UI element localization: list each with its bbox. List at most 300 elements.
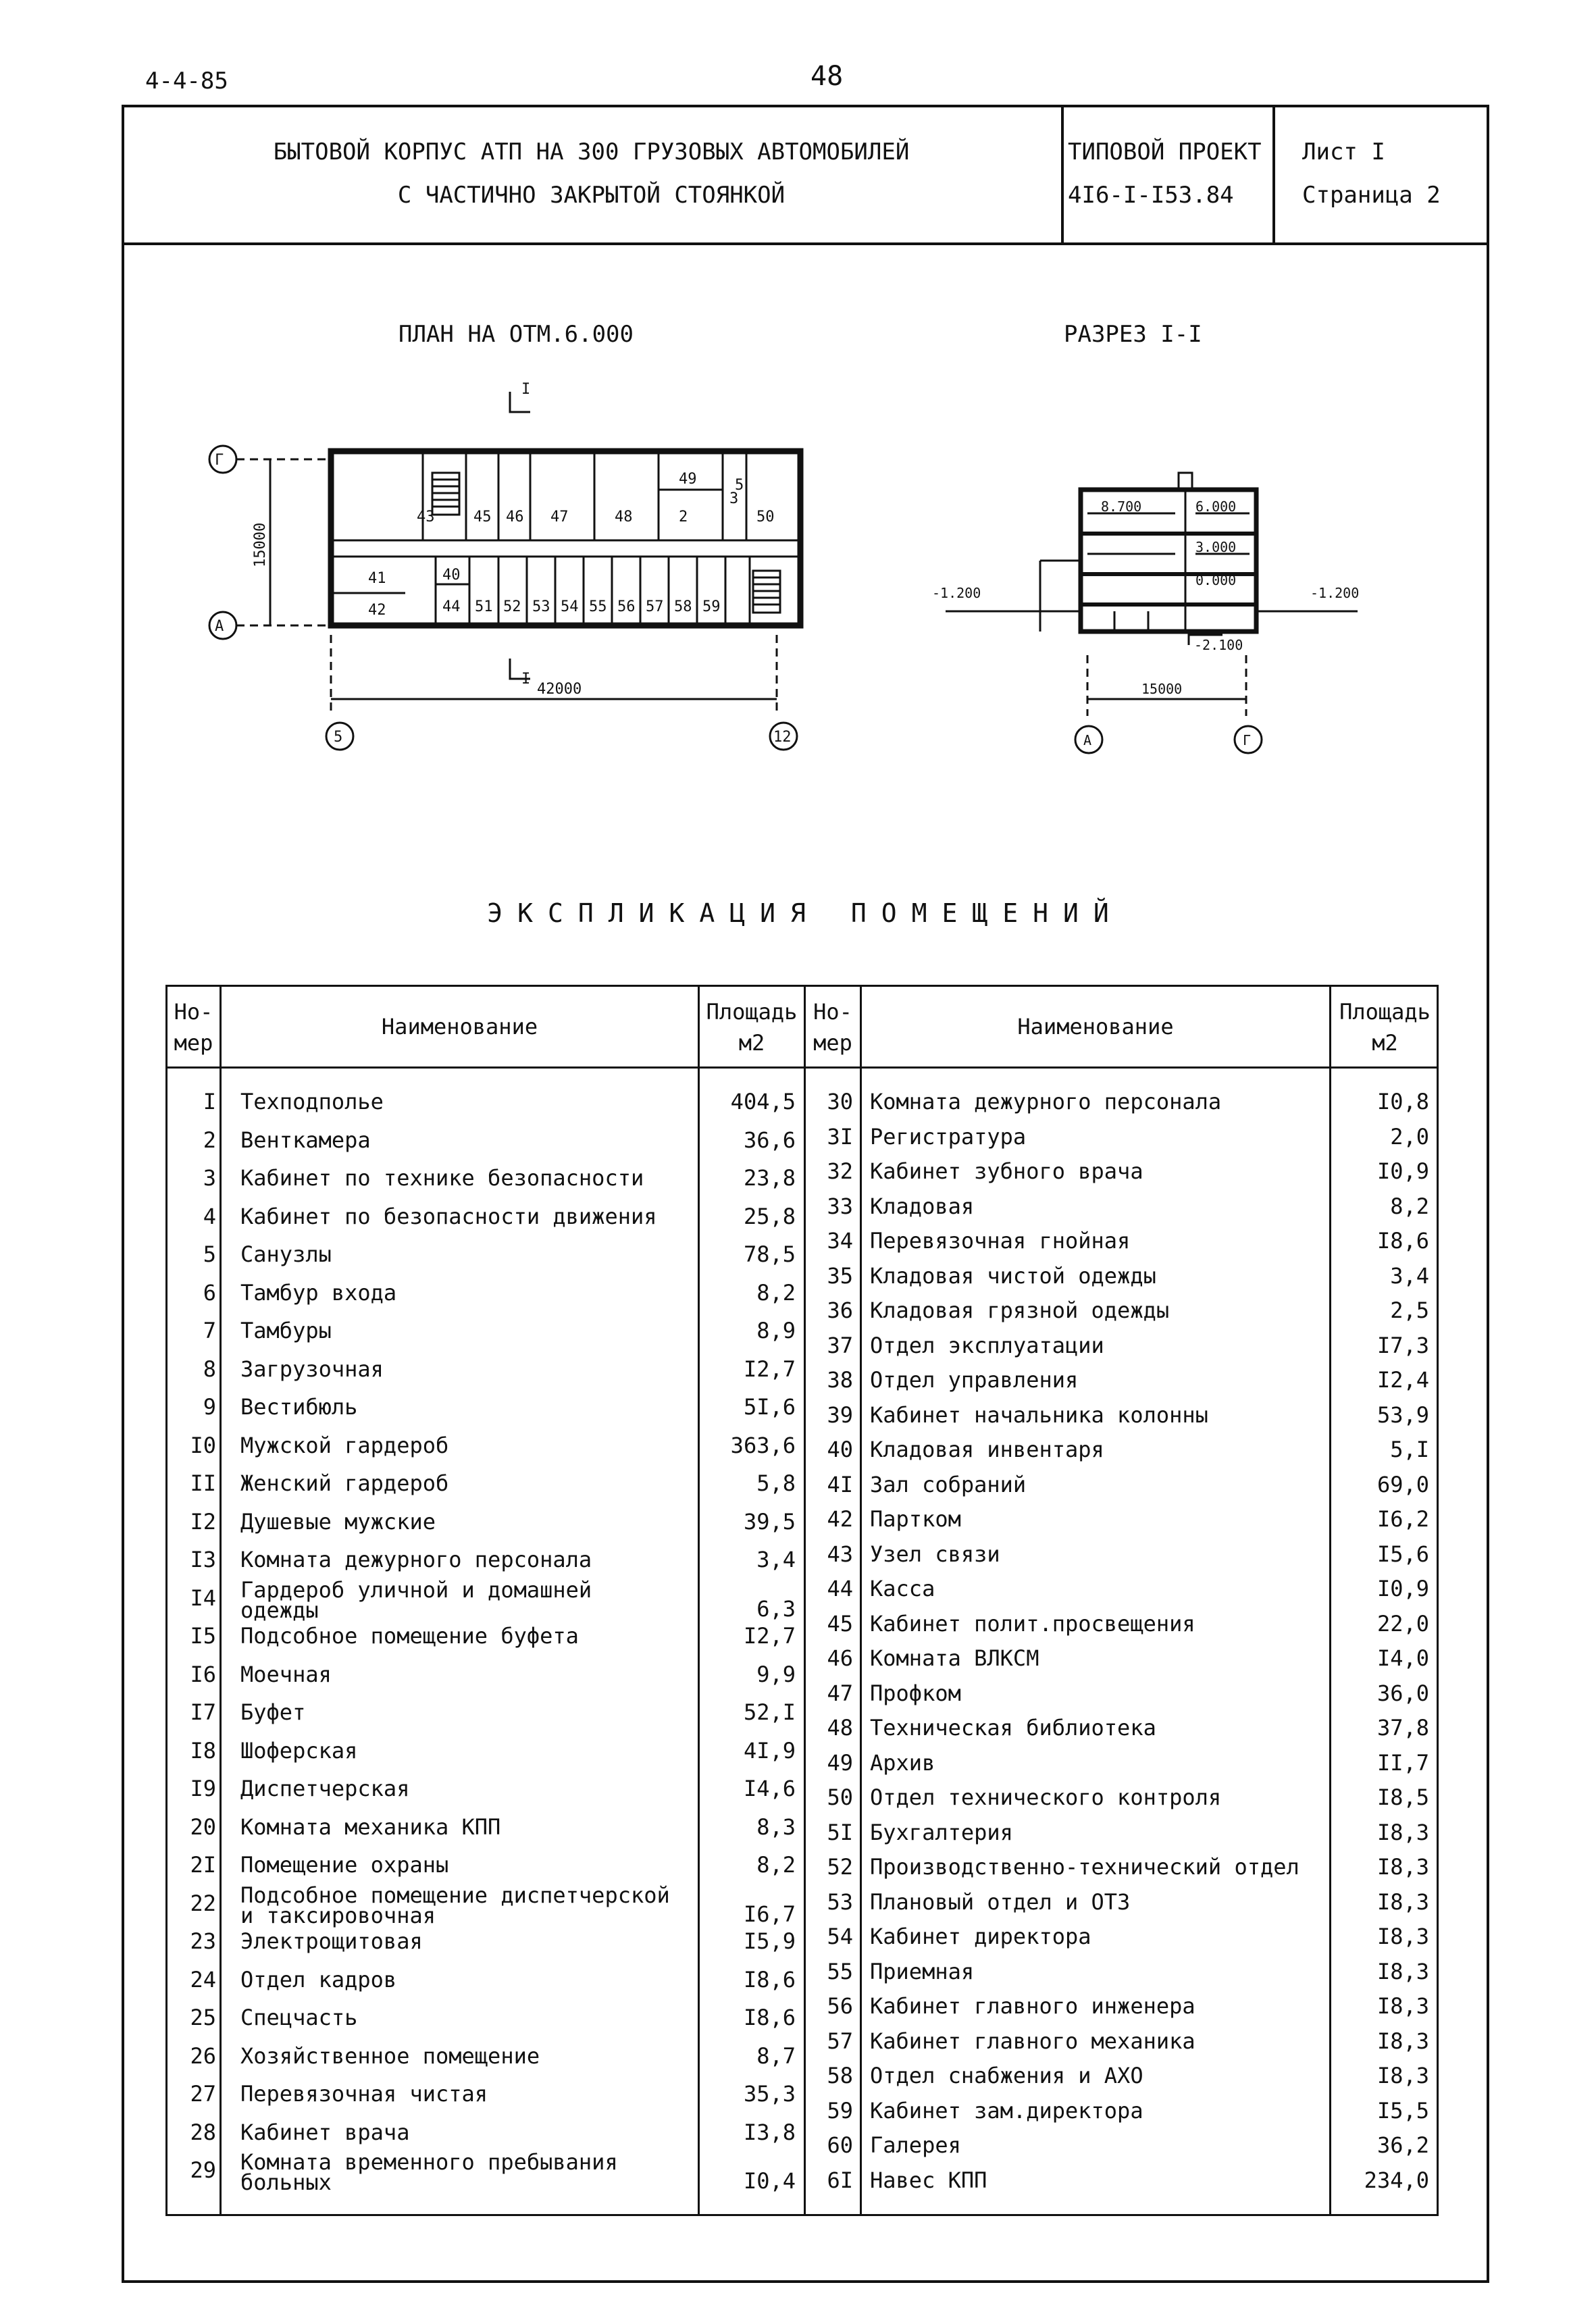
explication-table	[165, 985, 1439, 2216]
room-name-line: Кабинет зам.директора	[870, 2097, 1143, 2124]
room-name-line: Отдел снабжения и АХО	[870, 2063, 1143, 2088]
room-name-line: Электрощитовая	[240, 1928, 423, 1954]
table-row	[806, 1399, 1441, 1434]
room-name	[870, 1402, 1208, 1428]
room-number: 7	[203, 1318, 216, 1343]
room-name-line: Плановый отдел и ОТЗ	[870, 1888, 1131, 1915]
room-name	[240, 2007, 357, 2028]
room-number: 57	[827, 2028, 853, 2054]
room-name	[240, 1165, 644, 1191]
plan-room-label: 46	[506, 509, 524, 525]
room-name	[870, 1506, 961, 1532]
header-area-right	[1331, 996, 1439, 1058]
room-name	[870, 1471, 1027, 1497]
room-name	[240, 1623, 579, 1649]
room-name	[240, 1432, 449, 1458]
room-name-line: Галерея	[870, 2132, 961, 2158]
table-row	[168, 1391, 806, 1426]
room-number: 3	[203, 1165, 216, 1191]
room-number: 45	[827, 1610, 853, 1637]
room-number: 50	[827, 1784, 853, 1810]
header-area-line1: Площадь	[1339, 999, 1431, 1025]
table-row	[806, 1469, 1441, 1503]
header-name: Наименование	[381, 1014, 538, 1039]
room-number: 47	[827, 1680, 853, 1706]
room-number: 36	[827, 1297, 853, 1323]
table-row	[806, 1608, 1441, 1643]
room-name-line: Кладовая чистой одежды	[870, 1262, 1156, 1289]
room-name	[870, 1610, 1195, 1637]
room-number: 6	[203, 1279, 216, 1306]
table-row	[806, 1817, 1441, 1851]
room-number: 29	[190, 2157, 216, 2183]
room-area: I0,9	[1376, 1158, 1429, 1184]
room-name	[240, 1091, 384, 1112]
header-name-right: Наименование	[1017, 1014, 1174, 1039]
room-number: 60	[827, 2132, 853, 2158]
room-name-line: Профком	[870, 1680, 961, 1706]
room-name-line: Отдел технического контроля	[870, 1784, 1222, 1810]
room-number: 8	[203, 1356, 216, 1382]
plan-room-label: 2	[679, 509, 688, 525]
room-area: I8,3	[1376, 2063, 1429, 2088]
room-name-line: Приемная	[870, 1958, 975, 1984]
room-area: I8,6	[743, 2005, 796, 2030]
room-name-line: Кабинет главного инженера	[870, 1993, 1195, 2019]
floor-plan-drawing	[0, 365, 844, 770]
room-name-line: Отдел эксплуатации	[870, 1332, 1104, 1358]
room-name	[870, 1854, 1299, 1880]
room-area: 8,9	[756, 1318, 796, 1343]
header-num-line1: Но-	[813, 999, 852, 1025]
room-area: I8,3	[1376, 1958, 1429, 1984]
section-dim-width: 15000	[1141, 681, 1183, 697]
table-row	[806, 2165, 1441, 2199]
section-level-6: 6.000	[1195, 498, 1237, 515]
section-level-3: 3.000	[1195, 539, 1237, 555]
room-area: I0,4	[743, 2168, 796, 2194]
room-name-line: Навес КПП	[870, 2167, 987, 2193]
room-name	[240, 1928, 423, 1954]
room-area: 52,I	[743, 1699, 796, 1725]
room-name-line: Отдел кадров	[240, 1966, 397, 1992]
project-number: 4I6-I-I53.84	[1068, 182, 1234, 209]
table-row	[806, 1956, 1441, 1990]
room-number: 37	[827, 1332, 853, 1358]
section-level-left: -1.200	[932, 585, 981, 601]
room-name	[240, 1737, 358, 1764]
room-name-line: Буфет	[240, 1699, 306, 1725]
room-area: 9,9	[756, 1661, 796, 1687]
plan-room-label: 43	[417, 509, 435, 525]
plan-room-label: 5	[735, 477, 744, 494]
room-name-line: Касса	[870, 1576, 935, 1601]
room-number: 20	[190, 1814, 216, 1840]
room-area: I5,6	[1376, 1541, 1429, 1567]
room-name-line: Кладовая грязной одежды	[870, 1297, 1170, 1323]
room-name-line: Загрузочная	[240, 1356, 384, 1382]
room-name	[240, 2119, 410, 2145]
table-row	[168, 1086, 806, 1121]
room-area: 36,2	[1376, 2132, 1429, 2158]
plan-room-label: 49	[679, 471, 697, 488]
table-row	[806, 2130, 1441, 2164]
room-area: 53,9	[1376, 1402, 1429, 1428]
room-name-line: Подсобное помещение диспетчерской	[240, 1882, 670, 1908]
header-num-right	[806, 996, 860, 1058]
plan-room-label: 50	[756, 509, 775, 525]
room-number: 25	[190, 2005, 216, 2030]
table-row	[168, 2040, 806, 2075]
room-area: 37,8	[1376, 1715, 1429, 1741]
table-row	[168, 1697, 806, 1731]
room-area: I0,8	[1376, 1089, 1429, 1114]
plan-room-label: 57	[646, 598, 664, 615]
table-row	[806, 1678, 1441, 1712]
room-name	[240, 2042, 540, 2069]
plan-dim-width: 15000	[252, 522, 269, 567]
room-name-line: Кладовая инвентаря	[870, 1437, 1104, 1462]
table-row	[168, 1735, 806, 1770]
room-name	[870, 1680, 961, 1706]
sheet-page: Страница 2	[1302, 182, 1441, 209]
table-row	[168, 1162, 806, 1197]
room-number: 42	[827, 1506, 853, 1532]
room-name-line: Архив	[870, 1749, 935, 1776]
table-row	[806, 1990, 1441, 2025]
room-name-line: Производственно-технический отдел	[870, 1854, 1299, 1880]
table-row	[806, 2095, 1441, 2130]
room-name-line: Вестибюль	[240, 1394, 358, 1420]
room-name	[240, 1814, 501, 1840]
room-area: 4I,9	[743, 1737, 796, 1764]
room-area: I2,4	[1376, 1367, 1429, 1393]
room-name-line: Комната ВЛКСМ	[870, 1645, 1039, 1671]
table-row	[168, 1964, 806, 1999]
table-row	[806, 1886, 1441, 1921]
room-number: I5	[190, 1623, 216, 1649]
room-number: 4I	[827, 1471, 853, 1497]
section-axis-a: А	[1083, 732, 1092, 748]
room-name	[870, 1888, 1131, 1915]
room-name-line: одежды	[240, 1597, 319, 1623]
plan-cut-mark-bottom: I	[521, 671, 531, 688]
room-name	[240, 1356, 384, 1382]
room-name-line: Комната дежурного персонала	[240, 1547, 592, 1572]
title-line-2: С ЧАСТИЧНО ЗАКРЫТОЙ СТОЯНКОЙ	[397, 182, 786, 209]
room-number: I6	[190, 1661, 216, 1687]
room-name	[870, 2132, 961, 2158]
room-area: 8,2	[756, 1852, 796, 1878]
room-number: 38	[827, 1367, 853, 1393]
plan-dim-length: 42000	[537, 681, 582, 698]
room-number: 46	[827, 1645, 853, 1671]
room-area: I0,9	[1376, 1576, 1429, 1601]
room-area: I8,6	[1376, 1228, 1429, 1254]
room-number: 53	[827, 1888, 853, 1915]
room-name-line: Комната механика КПП	[240, 1814, 501, 1840]
room-name-line: Комната временного пребывания	[240, 2149, 618, 2175]
table-row	[806, 1225, 1441, 1260]
room-name	[240, 1320, 332, 1341]
room-name-line: Комната дежурного персонала	[870, 1089, 1222, 1114]
table-row	[806, 1086, 1441, 1121]
table-row	[806, 1503, 1441, 1538]
table-row	[168, 2078, 806, 2113]
room-number: 6I	[827, 2167, 853, 2193]
plan-room-label: 56	[617, 598, 636, 615]
room-name-line: Регистратура	[870, 1123, 1027, 1150]
section-drawing	[878, 446, 1405, 763]
room-name	[870, 1297, 1170, 1323]
room-name	[870, 1749, 935, 1776]
room-number: 3I	[827, 1123, 853, 1150]
room-name-line: Хозяйственное помещение	[240, 2042, 540, 2069]
plan-room-label: 55	[589, 598, 607, 615]
room-area: I3,8	[743, 2119, 796, 2145]
table-row	[168, 1576, 806, 1623]
room-area: I2,7	[743, 1356, 796, 1382]
header-area-line2: м2	[738, 1030, 765, 1056]
room-number: I3	[190, 1547, 216, 1572]
room-number: 22	[190, 1890, 216, 1916]
plan-room-label: 58	[674, 598, 692, 615]
table-row	[806, 1573, 1441, 1608]
room-number: 4	[203, 1203, 216, 1229]
table-row	[168, 1926, 806, 1960]
header-num-line1: Но-	[174, 999, 213, 1025]
room-area: I8,3	[1376, 1924, 1429, 1949]
room-name	[870, 1123, 1027, 1150]
room-area: 2,5	[1390, 1297, 1429, 1323]
plan-axis-12: 12	[773, 729, 792, 746]
room-number: 9	[203, 1394, 216, 1420]
room-number: 34	[827, 1228, 853, 1254]
room-area: 3,4	[1390, 1262, 1429, 1289]
room-number: 58	[827, 2063, 853, 2088]
title-line-1: БЫТОВОЙ КОРПУС АТП НА 300 ГРУЗОВЫХ АВТОМОБИЛЕЙ	[273, 138, 910, 165]
room-area: I8,5	[1376, 1784, 1429, 1810]
header-area	[700, 996, 804, 1058]
room-name-line: Узел связи	[870, 1541, 1000, 1567]
table-row	[168, 1544, 806, 1578]
room-number: 24	[190, 1966, 216, 1992]
table-row	[806, 1434, 1441, 1468]
room-name-line: Техподполье	[240, 1089, 384, 1114]
room-name-line: Спецчасть	[240, 2005, 358, 2030]
room-name	[870, 1193, 975, 1219]
room-number: 35	[827, 1262, 853, 1289]
room-area: 25,8	[743, 1203, 796, 1229]
room-area: I8,3	[1376, 2028, 1429, 2054]
table-row	[168, 1125, 806, 1159]
room-name	[240, 1661, 332, 1687]
room-number: 30	[827, 1089, 853, 1114]
room-name	[870, 2028, 1195, 2054]
table-row	[806, 1851, 1441, 1886]
room-name-line: Перевязочная чистая	[240, 2081, 488, 2107]
room-name	[240, 2081, 488, 2107]
room-name	[870, 1262, 1156, 1289]
room-area: 8,2	[756, 1279, 796, 1306]
table-row	[168, 1882, 806, 1928]
room-name-line: Гардероб уличной и домашней	[240, 1576, 592, 1603]
plan-room-label: 52	[503, 598, 521, 615]
room-number: 43	[827, 1541, 853, 1567]
room-area: I8,3	[1376, 1993, 1429, 2019]
section-axis-g: Г	[1243, 732, 1252, 748]
room-name-line: Тамбуры	[240, 1318, 332, 1343]
sheet-number: Лист I	[1302, 138, 1385, 165]
plan-title: ПЛАН НА ОТМ.6.000	[398, 321, 634, 348]
room-name	[240, 1852, 449, 1878]
room-name	[870, 1091, 1221, 1112]
room-name	[870, 1541, 1000, 1567]
section-level-bottom: -2.100	[1194, 637, 1243, 653]
table-row	[168, 2117, 806, 2151]
section-title: РАЗРЕЗ I-I	[1064, 321, 1202, 348]
room-area: I6,2	[1376, 1506, 1429, 1532]
room-number: 56	[827, 1993, 853, 2019]
table-row	[168, 1315, 806, 1349]
room-name-line: Кабинет полит.просвещения	[870, 1610, 1195, 1637]
table-row	[806, 1712, 1441, 1747]
room-name	[240, 2149, 618, 2195]
room-name	[240, 1470, 449, 1496]
room-name	[240, 1966, 397, 1992]
table-row	[168, 1811, 806, 1846]
room-name	[870, 1439, 1104, 1460]
table-row	[168, 1201, 806, 1235]
plan-axis-a: А	[215, 618, 224, 635]
room-name	[240, 1241, 332, 1267]
header-area-line1: Площадь	[706, 999, 798, 1025]
room-area: I4,0	[1376, 1645, 1429, 1671]
header-num-line2: мер	[174, 1030, 213, 1056]
room-number: 5I	[827, 1819, 853, 1845]
room-area: 36,6	[743, 1127, 796, 1153]
room-name-line: Кабинет начальника колонны	[870, 1402, 1208, 1428]
room-number: 59	[827, 2097, 853, 2124]
room-area: I8,3	[1376, 1854, 1429, 1880]
room-number: 55	[827, 1958, 853, 1984]
room-name	[870, 2097, 1143, 2124]
document-code: 4-4-85	[145, 68, 228, 95]
table-row	[806, 1782, 1441, 1816]
room-name	[870, 2065, 1143, 2086]
project-cell	[1064, 105, 1275, 242]
table-row	[806, 1191, 1441, 1225]
room-name-line: Отдел управления	[870, 1367, 1079, 1393]
table-row	[168, 2002, 806, 2036]
room-area: 8,7	[756, 2042, 796, 2069]
room-number: 48	[827, 1715, 853, 1741]
room-name-line: Зал собраний	[870, 1471, 1027, 1497]
room-name-line: больных	[240, 2169, 332, 2195]
plan-room-label: 48	[615, 509, 633, 525]
plan-room-label: 40	[442, 567, 461, 584]
table-row	[806, 1921, 1441, 1955]
room-name	[870, 1228, 1131, 1254]
room-name-line: Диспетчерская	[240, 1776, 410, 1801]
room-area: 5I,6	[743, 1394, 796, 1420]
plan-room-label: 54	[561, 598, 579, 615]
room-name-line: Женский гардероб	[240, 1470, 449, 1496]
plan-axis-5: 5	[334, 729, 343, 746]
room-number: 39	[827, 1402, 853, 1428]
table-row	[168, 1430, 806, 1464]
table-row	[168, 1773, 806, 1807]
table-row	[806, 1747, 1441, 1782]
room-name	[240, 1882, 670, 1928]
room-name-line: Шоферская	[240, 1737, 358, 1764]
explication-title: ЭКСПЛИКАЦИЯ ПОМЕЩЕНИЙ	[487, 898, 1124, 928]
room-area: I8,3	[1376, 1888, 1429, 1915]
title-cell	[122, 105, 1064, 242]
room-number: 40	[827, 1437, 853, 1462]
room-area: 23,8	[743, 1165, 796, 1191]
room-number: 28	[190, 2119, 216, 2145]
room-area: 36,0	[1376, 1680, 1429, 1706]
room-name-line: Моечная	[240, 1661, 332, 1687]
room-name	[870, 2167, 987, 2193]
room-area: 234,0	[1364, 2167, 1429, 2193]
plan-room-label: 53	[532, 598, 550, 615]
room-name	[870, 1645, 1039, 1671]
table-row	[806, 1330, 1441, 1364]
table-row	[806, 1260, 1441, 1295]
room-name	[870, 1958, 975, 1984]
room-name-line: Подсобное помещение буфета	[240, 1623, 579, 1649]
room-name	[240, 1576, 592, 1623]
table-row	[168, 1277, 806, 1312]
room-name-line: Партком	[870, 1506, 961, 1532]
room-number: 44	[827, 1576, 853, 1601]
table-row	[168, 2149, 806, 2195]
room-area: I2,7	[743, 1623, 796, 1649]
room-name	[870, 1367, 1079, 1393]
room-name	[240, 1778, 409, 1799]
room-number: 5	[203, 1241, 216, 1267]
room-area: I8,6	[743, 1966, 796, 1992]
section-level-right: -1.200	[1310, 585, 1360, 601]
table-row	[168, 1239, 806, 1273]
room-name	[870, 1715, 1156, 1741]
room-name-line: Кабинет врача	[240, 2119, 410, 2145]
room-name	[870, 1926, 1091, 1947]
room-name	[240, 1549, 592, 1570]
room-name	[870, 1784, 1222, 1810]
room-area: 5,I	[1390, 1437, 1429, 1462]
room-area: 5,8	[756, 1470, 796, 1496]
table-row	[806, 1643, 1441, 1677]
room-name	[240, 1127, 371, 1153]
room-number: 49	[827, 1749, 853, 1776]
room-area: I5,9	[743, 1928, 796, 1954]
plan-room-label: 3	[729, 490, 739, 507]
room-name-line: Тамбур входа	[240, 1279, 397, 1306]
room-name-line: Перевязочная гнойная	[870, 1228, 1131, 1254]
table-row	[806, 2060, 1441, 2094]
header-num	[168, 996, 220, 1058]
room-number: I8	[190, 1737, 216, 1764]
room-number: I7	[190, 1699, 216, 1725]
header-num-line2: мер	[813, 1030, 852, 1056]
room-area: 8,2	[1390, 1193, 1429, 1219]
room-number: 23	[190, 1928, 216, 1954]
plan-axis-g: Г	[215, 452, 224, 469]
room-area: 39,5	[743, 1508, 796, 1535]
